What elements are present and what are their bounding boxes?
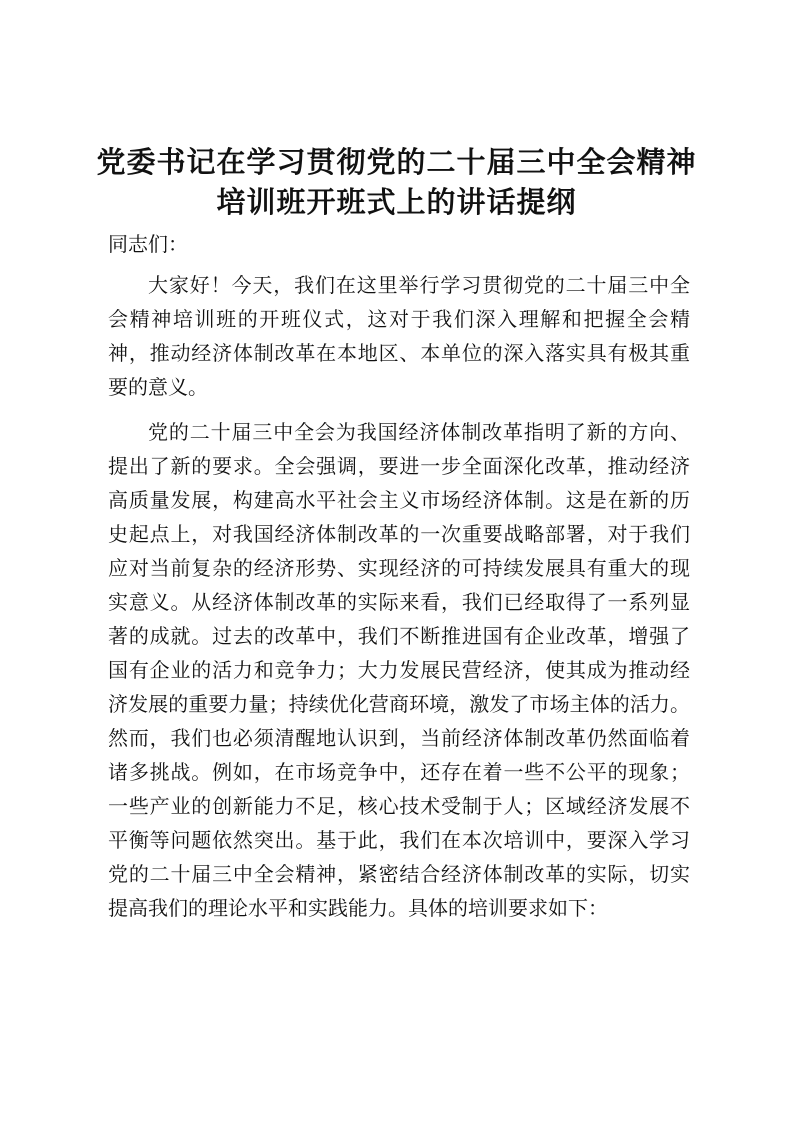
- paragraph-2-line: 高质量发展，构建高水平社会主义市场经济体制。这是在新的历: [108, 488, 690, 512]
- paragraph-1-line: 会精神培训班的开班仪式，这对于我们深入理解和把握全会精: [108, 307, 690, 331]
- paragraph-2-line: 应对当前复杂的经济形势、实现经济的可持续发展具有重大的现: [108, 556, 690, 580]
- paragraph-2-line: 史起点上，对我国经济体制改革的一次重要战略部署，对于我们: [108, 522, 690, 546]
- salutation: 同志们：: [108, 232, 188, 256]
- paragraph-2-line: 诸多挑战。例如，在市场竞争中，还存在着一些不公平的现象；: [108, 760, 690, 784]
- paragraph-2-line: 党的二十届三中全会精神，紧密结合经济体制改革的实际，切实: [108, 862, 690, 886]
- paragraph-2-line: 提出了新的要求。全会强调，要进一步全面深化改革，推动经济: [108, 454, 690, 478]
- paragraph-2-line: 一些产业的创新能力不足，核心技术受制于人；区域经济发展不: [108, 794, 690, 818]
- paragraph-1-line: 神，推动经济体制改革在本地区、本单位的深入落实具有极其重: [108, 341, 690, 365]
- paragraph-1-line: 要的意义。: [108, 375, 208, 399]
- paragraph-2-line: 实意义。从经济体制改革的实际来看，我们已经取得了一系列显: [108, 590, 690, 614]
- document-title-line-1: 党委书记在学习贯彻党的二十届三中全会精神: [96, 145, 697, 179]
- document-title-line-2: 培训班开班式上的讲话提纲: [216, 185, 577, 219]
- paragraph-2-line: 著的成就。过去的改革中，我们不断推进国有企业改革，增强了: [108, 624, 690, 648]
- paragraph-1-line: 大家好！今天，我们在这里举行学习贯彻党的二十届三中全: [148, 273, 690, 297]
- paragraph-2-line: 平衡等问题依然突出。基于此，我们在本次培训中，要深入学习: [108, 828, 690, 852]
- paragraph-2-line: 济发展的重要力量；持续优化营商环境，激发了市场主体的活力。: [108, 692, 690, 716]
- paragraph-2-line: 国有企业的活力和竞争力；大力发展民营经济，使其成为推动经: [108, 658, 690, 682]
- paragraph-2-line: 提高我们的理论水平和实践能力。具体的培训要求如下：: [108, 896, 608, 920]
- paragraph-2-line: 然而，我们也必须清醒地认识到，当前经济体制改革仍然面临着: [108, 726, 690, 750]
- paragraph-2-line: 党的二十届三中全会为我国经济体制改革指明了新的方向、: [148, 420, 690, 444]
